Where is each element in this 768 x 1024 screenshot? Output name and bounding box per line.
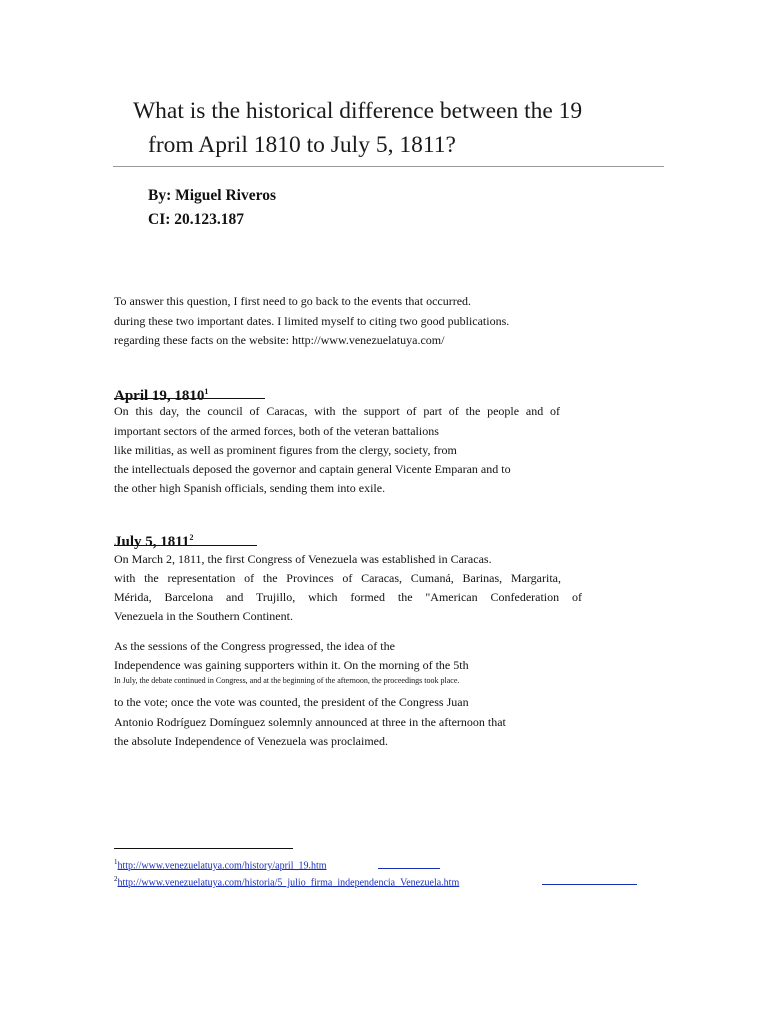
author-name: By: Miguel Riveros bbox=[148, 187, 277, 204]
intro-line-2: during these two important dates. I limited myself to citing two good publications. bbox=[114, 314, 510, 328]
page-title-line-2: from April 1810 to July 5, 1811? bbox=[148, 132, 456, 158]
april-line-1: On this day, the council of Caracas, with the support of part of the people and of bbox=[114, 404, 560, 418]
section-heading-april-underline bbox=[114, 398, 265, 399]
july-p1-line-2: with the representation of the Provinces of Caracas, Cumaná, Barinas, Margarita, bbox=[114, 571, 561, 585]
footnote-1-mark: 1 bbox=[114, 858, 118, 866]
section-heading-april-text: April 19, 1810 bbox=[114, 388, 205, 404]
july-p2-line-5: Antonio Rodríguez Domínguez solemnly announced at three in the afternoon that bbox=[114, 715, 506, 729]
july-p2-line-4: to the vote; once the vote was counted, the president of the Congress Juan bbox=[114, 695, 469, 709]
footnote-2-mark: 2 bbox=[114, 875, 118, 883]
footnote-2-underline-tail bbox=[542, 884, 637, 885]
footnote-separator bbox=[114, 848, 293, 849]
footnote-2 bbox=[114, 871, 459, 891]
footnote-1-underline-tail bbox=[378, 868, 440, 869]
intro-line-1: To answer this question, I first need to go back to the events that occurred. bbox=[114, 294, 472, 308]
author-id: CI: 20.123.187 bbox=[148, 211, 245, 228]
footnote-2-link[interactable]: http://www.venezuelatuya.com/historia/5_julio_firma_independencia_Venezuela.htm bbox=[117, 877, 460, 889]
july-p2-line-2: Independence was gaining supporters within it. On the morning of the 5th bbox=[114, 658, 469, 672]
july-p2-line-6: the absolute Independence of Venezuela was proclaimed. bbox=[114, 734, 388, 748]
footnote-1-link[interactable]: http://www.venezuelatuya.com/history/april_19.htm bbox=[117, 860, 327, 872]
intro-line-3: regarding these facts on the website: http://www.venezuelatuya.com/ bbox=[114, 333, 445, 347]
april-line-5: the other high Spanish officials, sending them into exile. bbox=[114, 481, 386, 495]
april-line-4: the intellectuals deposed the governor and captain general Vicente Emparan and to bbox=[114, 462, 511, 476]
july-p1-line-1: On March 2, 1811, the first Congress of Venezuela was established in Caracas. bbox=[114, 552, 492, 566]
july-p1-line-3: Mérida, Barcelona and Trujillo, which formed the "American Confederation of bbox=[114, 590, 582, 604]
april-line-3: like militias, as well as prominent figures from the clergy, society, from bbox=[114, 443, 457, 457]
july-p1-line-4: Venezuela in the Southern Continent. bbox=[114, 609, 293, 623]
july-p2-line-3-small: In July, the debate continued in Congress, and at the beginning of the afternoon, the proceedings took place. bbox=[114, 676, 460, 685]
page-title-line-1: What is the historical difference between the 19 bbox=[133, 98, 583, 124]
footnote-ref-2[interactable]: 2 bbox=[189, 533, 194, 542]
section-heading-july-underline bbox=[114, 545, 257, 546]
title-divider bbox=[113, 166, 664, 167]
footnote-ref-1[interactable]: 1 bbox=[204, 387, 209, 396]
section-heading-july bbox=[114, 528, 193, 552]
section-heading-july-text: July 5, 1811 bbox=[114, 534, 190, 550]
april-line-2: important sectors of the armed forces, both of the veteran battalions bbox=[114, 424, 439, 438]
july-p2-line-1: As the sessions of the Congress progressed, the idea of the bbox=[114, 639, 395, 653]
